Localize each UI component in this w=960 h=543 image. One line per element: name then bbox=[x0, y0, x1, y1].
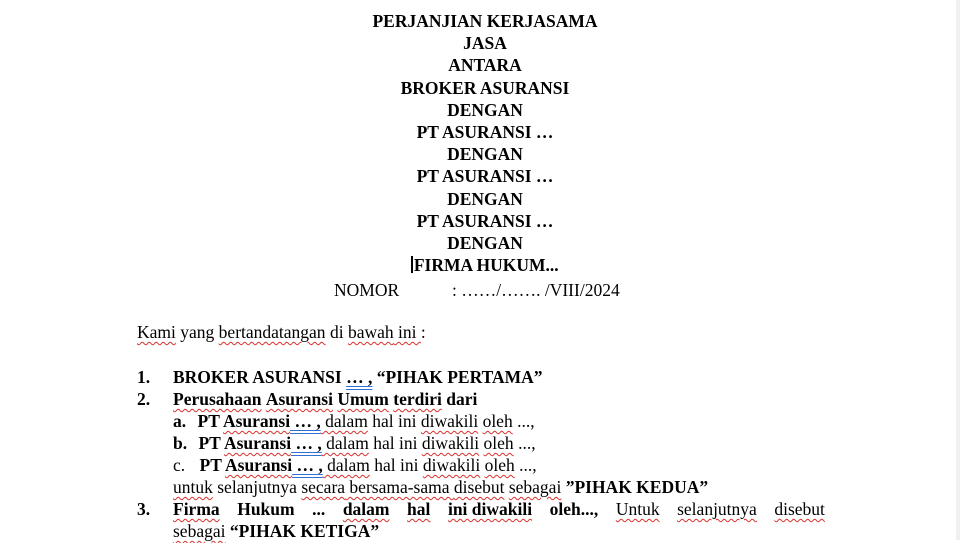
word-diwakili: diwakili bbox=[421, 433, 480, 453]
title-line-2: JASA bbox=[463, 33, 507, 54]
word-asuransi: Asuransi bbox=[223, 433, 292, 453]
word-dari: dari bbox=[441, 389, 478, 409]
title-line-10: PT ASURANSI … bbox=[416, 210, 554, 231]
page-edge bbox=[956, 0, 960, 540]
sub-tail: ..., bbox=[512, 411, 535, 431]
word-untuk: Untuk bbox=[615, 499, 660, 519]
nomor-label: NOMOR bbox=[334, 280, 400, 300]
party-role: “PIHAK KETIGA” bbox=[225, 521, 380, 541]
title-line-3: ANTARA bbox=[448, 55, 522, 76]
word-oleh: oleh bbox=[483, 433, 514, 453]
party-name: BROKER ASURANSI bbox=[173, 367, 347, 387]
list-item-2[interactable] bbox=[137, 388, 477, 411]
word-dalam: dalam bbox=[320, 411, 368, 431]
sub-item-b[interactable] bbox=[173, 432, 536, 455]
text-cursor bbox=[411, 256, 413, 273]
sub-letter: b. bbox=[173, 433, 188, 453]
title-line-6: PT ASURANSI … bbox=[416, 121, 554, 142]
word-sebagai: sebagai bbox=[508, 477, 562, 497]
word-hukum: Hukum bbox=[237, 499, 295, 519]
word-kami: Kami bbox=[137, 322, 176, 342]
title-line-8: PT ASURANSI … bbox=[416, 166, 554, 187]
word-selanjutnya: selanjutnya bbox=[677, 499, 757, 519]
sub-item-a[interactable] bbox=[173, 410, 535, 433]
word-firma: Firma bbox=[173, 499, 220, 519]
word-yang: yang bbox=[175, 322, 219, 342]
word-ini: ini bbox=[393, 322, 421, 342]
word-asuransi: Asuransi bbox=[222, 411, 291, 431]
party-role: ”PIHAK KEDUA” bbox=[561, 477, 709, 497]
placeholder-dots: … , bbox=[290, 411, 321, 431]
title-line-4: BROKER ASURANSI bbox=[400, 77, 570, 98]
word-di: di bbox=[325, 322, 348, 342]
list-item-3[interactable] bbox=[137, 498, 825, 521]
list-number: 3. bbox=[137, 499, 151, 519]
word-dalam: dalam bbox=[322, 455, 370, 475]
sub-pt: PT bbox=[199, 455, 225, 475]
word-umum: Umum bbox=[337, 389, 389, 409]
nomor-line[interactable] bbox=[334, 280, 620, 301]
word-hal-ini: hal ini bbox=[368, 433, 422, 453]
word-hal-ini: hal ini bbox=[367, 411, 421, 431]
title-line-9: DENGAN bbox=[447, 188, 523, 209]
intro-paragraph[interactable] bbox=[137, 322, 426, 343]
word-dalam: dalam bbox=[342, 499, 390, 519]
sub-letter: a. bbox=[173, 411, 187, 431]
title-line-5: DENGAN bbox=[447, 99, 523, 120]
title-line-1: PERJANJIAN KERJASAMA bbox=[372, 11, 598, 31]
sub-item-c[interactable] bbox=[173, 454, 537, 477]
title-line-12[interactable] bbox=[0, 254, 960, 276]
word-untuk: untuk bbox=[173, 477, 213, 497]
title-line-11: DENGAN bbox=[447, 232, 523, 253]
title-line-7: DENGAN bbox=[447, 144, 523, 165]
untuk-line[interactable] bbox=[173, 476, 708, 499]
list-item-1[interactable] bbox=[137, 366, 543, 389]
word-diwakili: diwakili bbox=[422, 455, 481, 475]
word-disebut: disebut bbox=[774, 499, 825, 519]
word-oleh: oleh..., bbox=[549, 499, 599, 519]
word-bertandatangan: bertandatangan bbox=[218, 322, 326, 342]
list-number: 2. bbox=[137, 389, 151, 409]
word-asuransi: Asuransi bbox=[225, 455, 293, 475]
party-role: “PIHAK PERTAMA” bbox=[372, 367, 543, 387]
sub-tail: ..., bbox=[513, 433, 536, 453]
sub-letter: c. bbox=[173, 455, 186, 475]
word-ellipsis: ... bbox=[312, 499, 326, 519]
title-line-12-text[interactable]: FIRMA HUKUM... bbox=[413, 255, 559, 276]
word-secara: secara bbox=[301, 477, 346, 497]
word-disebut: disebut bbox=[453, 477, 505, 497]
list-number: 1. bbox=[137, 367, 151, 387]
sub-pt: PT bbox=[198, 433, 224, 453]
word-bawah: bawah bbox=[347, 322, 394, 342]
placeholder-dots: … , bbox=[291, 433, 322, 453]
word-oleh: oleh bbox=[482, 411, 513, 431]
placeholder-dots: … , bbox=[292, 455, 323, 475]
word-sebagai: sebagai bbox=[173, 521, 226, 541]
word-dalam: dalam bbox=[321, 433, 369, 453]
word-ini-diwakili: ini diwakili bbox=[447, 499, 533, 519]
word-selanjutnya: selanjutnya bbox=[212, 477, 302, 497]
word-hal: hal bbox=[407, 499, 431, 519]
word-hal-ini: hal ini bbox=[369, 455, 423, 475]
agreement-title bbox=[0, 10, 960, 276]
word-perusahaan: Perusahaan bbox=[173, 389, 262, 409]
word-diwakili: diwakili bbox=[420, 411, 479, 431]
nomor-value[interactable]: : ……/……. /VIII/2024 bbox=[452, 280, 620, 300]
placeholder-dots: … , bbox=[346, 367, 373, 387]
word-asuransi: Asuransi bbox=[265, 389, 333, 409]
sub-pt: PT bbox=[197, 411, 223, 431]
word-oleh: oleh bbox=[484, 455, 515, 475]
word-terdiri: terdiri bbox=[393, 389, 442, 409]
item-3-line-1 bbox=[173, 498, 825, 521]
word-bersama-sama: bersama-sama bbox=[345, 477, 454, 497]
sub-tail: ..., bbox=[514, 455, 537, 475]
intro-colon: : bbox=[420, 322, 426, 342]
